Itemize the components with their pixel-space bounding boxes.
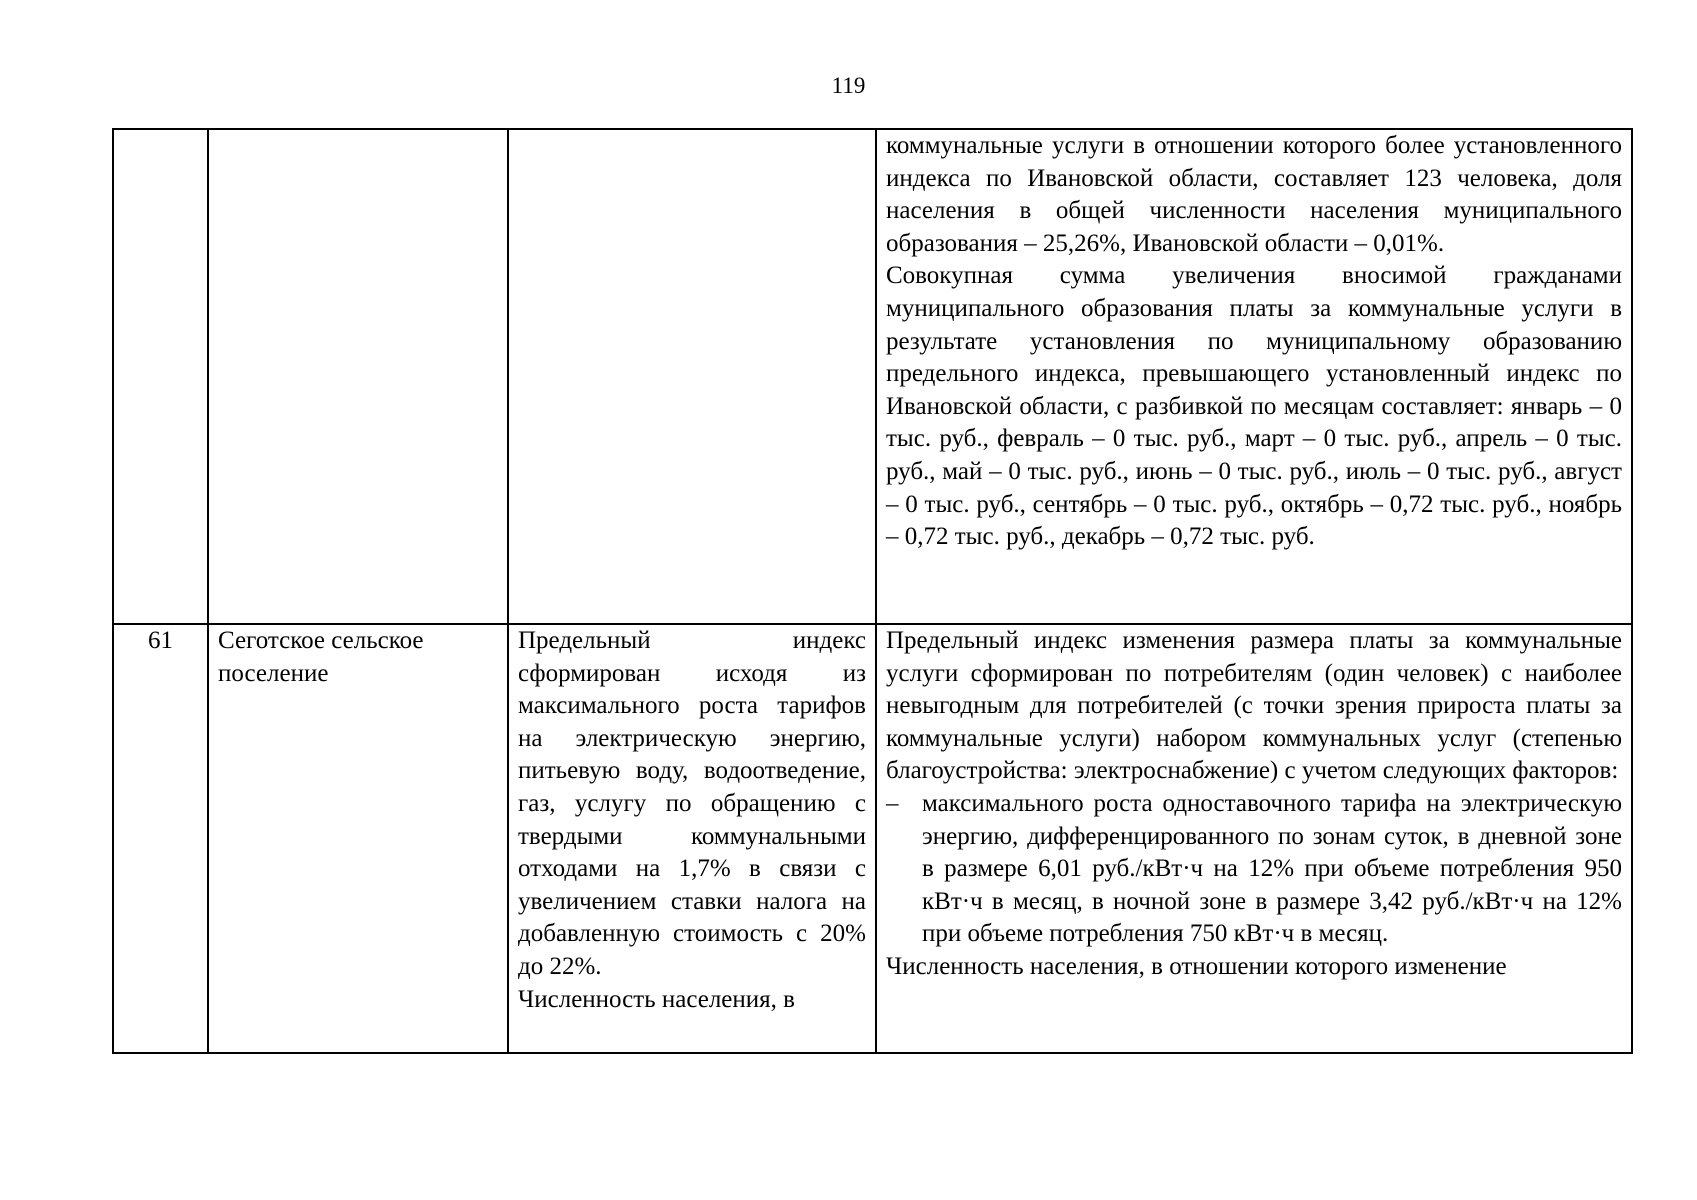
index-paragraph: Численность населения, в [518,985,795,1013]
index-paragraph: Предельный индекс сформирован исходя из максимального роста тарифов на электрическую энергию, питьевую воду, водоотведение, газ, услугу по обращению с твердыми коммунальными отходами на 1,7% в связи с увеличением ставки налога на добавленную стоимость с 20% до 22%. [518,627,866,980]
list-dash: – [886,789,899,817]
row-number-cell: 61 [113,624,208,1053]
page-number: 119 [831,73,866,98]
description-paragraph: Численность населения, в отношении которого изменение [886,952,1507,980]
table-row [113,129,1632,624]
municipality-name-cell: Сеготское сельское поселение [208,624,508,1053]
table-row [113,624,1632,1053]
document-table [112,128,1633,1054]
description-paragraph: Предельный индекс изменения размера платы за коммунальные услуги сформирован по потребителям (один человек) с наиболее невыгодным для потребителей (с точки зрения прироста платы за коммунальные услуги) набором коммунальных услуг (степенью благоустройства: электроснабжение) с учетом следующих факторов: [886,627,1622,785]
description-cell [876,129,1632,624]
row-number-cell [113,129,208,624]
description-paragraph: Совокупная сумма увеличения вносимой гражданами муниципального образования платы за коммунальные услуги в результате установления по муниципальному образованию предельного индекса, превышающего установленный индекс по Ивановской области, с разбивкой по месяцам составляет: январь – 0 тыс. руб., февраль – 0 тыс. руб., март – 0 тыс. руб., апрель – 0 тыс. руб., май – 0 тыс. руб., июнь – 0 тыс. руб., июль – 0 тыс. руб., август – 0 тыс. руб., сентябрь – 0 тыс. руб., октябрь – 0,72 тыс. руб., ноябрь – 0,72 тыс. руб., декабрь – 0,72 тыс. руб. [886,262,1622,551]
factor-text: максимального роста одноставочного тарифа на электрическую энергию, дифференцированного по зонам суток, в дневной зоне в размере 6,01 руб./кВт·ч на 12% при объеме потребления 950 кВт·ч в месяц, в ночной зоне в размере 3,42 руб./кВт·ч на 12% при объеме потребления 750 кВт·ч в месяц. [922,789,1622,948]
index-basis-cell [508,624,876,1053]
description-cell [876,624,1632,1053]
index-basis-cell [508,129,876,624]
factor-list-item [886,788,1622,951]
municipality-name-cell [208,129,508,624]
description-paragraph: коммунальные услуги в отношении которого более установленного индекса по Ивановской области, составляет 123 человека, доля населения в общей численности населения муниципального образования – 25,26%, Ивановской области – 0,01%. [886,132,1622,257]
